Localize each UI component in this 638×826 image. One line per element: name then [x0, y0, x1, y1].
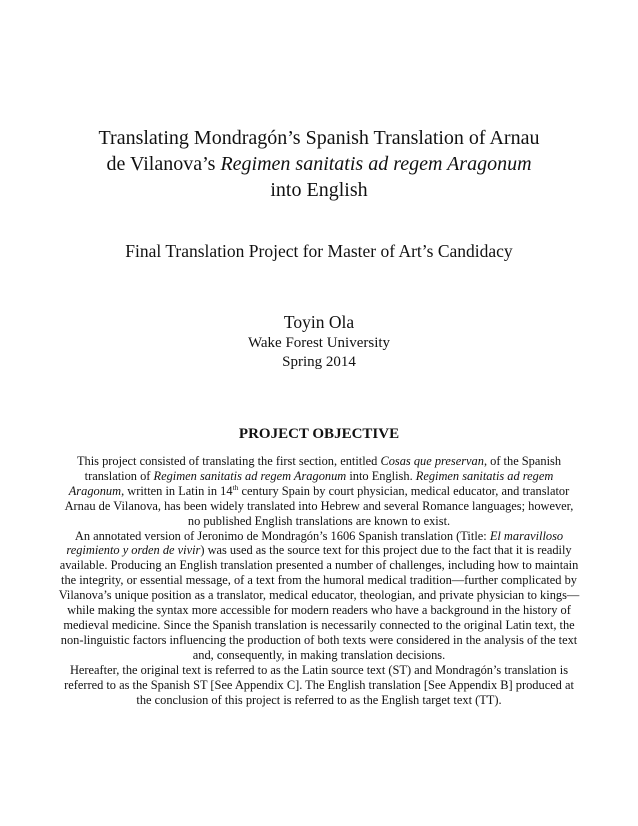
document-subtitle: Final Translation Project for Master of Art’s Candidacy	[125, 241, 513, 261]
paragraph-1-italic-3: Regimen sanitatis ad regem Aragonum	[68, 468, 554, 498]
paragraph-1-italic-1: Cosas que preservan	[380, 454, 484, 468]
author-term: Spring 2014	[282, 354, 356, 370]
body-text	[58, 454, 580, 707]
paragraph-2-text-2: ) was used as the source text for this project due to the fact that it is readily available. Producing an English translation presented a number of challenges, including how to maintain the integrity, or essential message, of a text from the humoral medical tradition—further complicated by Vilanova’s unique position as a translator, medical educator, theologian, and private physician to kings—while making the syntax more accessible for modern readers who have a background in the history of medieval medicine. Since the Spanish translation is necessarily connected to the original Latin text, the non-linguistic factors influencing the production of both texts were considered in the analysis of the text and, consequently, in making translation decisions.	[58, 543, 580, 662]
paragraph-1-text-2: , of the Spanish translation of	[84, 454, 562, 483]
paragraph-1	[58, 454, 580, 529]
paragraph-1-text-3: into English.	[346, 468, 416, 483]
paragraph-2	[58, 529, 580, 663]
section-heading: PROJECT OBJECTIVE	[238, 426, 400, 442]
author-name: Toyin Ola	[283, 312, 355, 332]
paragraph-1-italic-2: Regimen sanitatis ad regem Aragonum	[153, 468, 347, 483]
paragraph-1-text-1: This project consisted of translating the first section, entitled	[76, 454, 381, 468]
paragraph-2-italic-1: El maravilloso regimiento y orden de vivir	[66, 528, 564, 558]
author-block	[100, 310, 538, 372]
paragraph-3: Hereafter, the original text is referred to as the Latin source text (ST) and Mondragón’s translation is referred to as the Spanish ST [See Appendix C]. The English translation [See Appendix B] produced at the conclusion of this project is referred to as the English target text (TT).	[64, 662, 574, 707]
paragraph-1-superscript: th	[232, 482, 239, 492]
paragraph-1-text-5: century Spain by court physician, medical educator, and translator Arnau de Vilanova, has been widely translated into Hebrew and several Romance languages; however, no published English translations are known to exist.	[64, 483, 574, 528]
title-line-1: Translating Mondragón’s Spanish Translation of Arnau	[98, 127, 540, 149]
paragraph-2-text-1: An annotated version of Jeronimo de Mondragón’s 1606 Spanish translation (Title:	[74, 528, 490, 543]
author-institution: Wake Forest University	[247, 335, 391, 351]
paragraph-1-text-4: , written in Latin in 14	[121, 483, 233, 498]
title-italic-work: Regimen sanitatis ad regem Aragonum	[220, 153, 532, 175]
title-line-2-prefix: de Vilanova’s	[106, 153, 221, 175]
title-line-3: into English	[270, 179, 368, 201]
document-title	[60, 125, 578, 203]
